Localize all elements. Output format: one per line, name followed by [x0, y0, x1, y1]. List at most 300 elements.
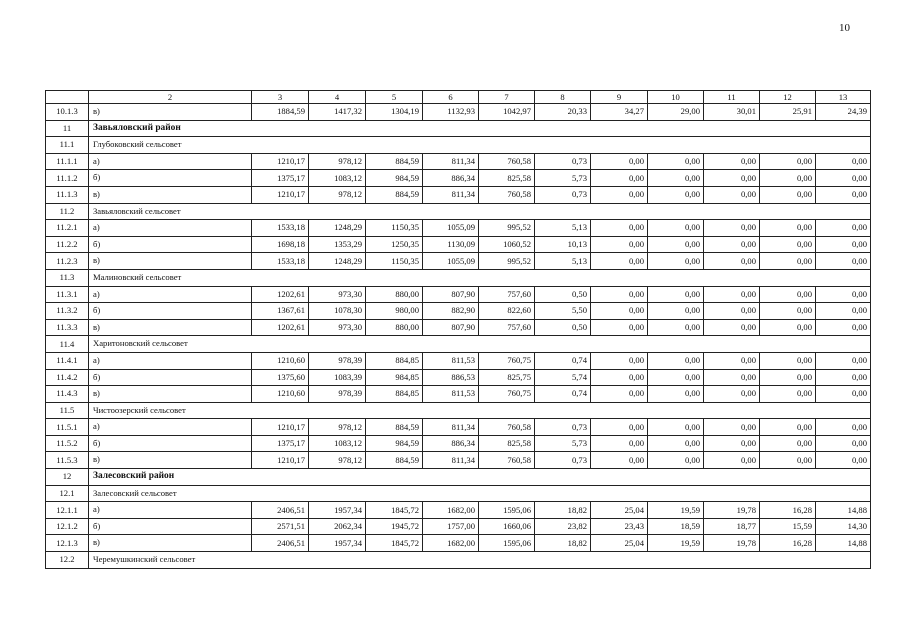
value-cell: 884,59	[366, 186, 423, 203]
header-cell: 3	[252, 91, 309, 104]
value-cell: 18,82	[535, 502, 591, 519]
value-cell: 1210,17	[252, 419, 309, 436]
district-title: Залесовский район	[89, 469, 871, 486]
value-cell: 978,12	[309, 153, 366, 170]
value-cell: 0,00	[816, 236, 871, 253]
row-code: 11.1.1	[46, 153, 89, 170]
value-cell: 1083,39	[309, 369, 366, 386]
value-cell: 0,00	[760, 419, 816, 436]
row-code: 11.2.1	[46, 220, 89, 237]
value-cell: 19,78	[704, 502, 760, 519]
table-row	[46, 303, 871, 320]
header-cell: 7	[479, 91, 535, 104]
table-row	[46, 220, 871, 237]
value-cell: 1248,29	[309, 220, 366, 237]
value-cell: 0,00	[591, 220, 648, 237]
row-label: в)	[89, 386, 252, 403]
value-cell: 0,00	[760, 386, 816, 403]
row-code: 11.5.2	[46, 435, 89, 452]
value-cell: 0,00	[816, 286, 871, 303]
value-cell: 1845,72	[366, 502, 423, 519]
value-cell: 0,74	[535, 352, 591, 369]
table-row	[46, 186, 871, 203]
value-cell: 0,00	[591, 186, 648, 203]
value-cell: 807,90	[423, 319, 479, 336]
district-row	[46, 469, 871, 486]
value-cell: 0,00	[591, 386, 648, 403]
value-cell: 1682,00	[423, 535, 479, 552]
value-cell: 0,00	[648, 186, 704, 203]
value-cell: 16,28	[760, 535, 816, 552]
value-cell: 980,00	[366, 303, 423, 320]
value-cell: 0,00	[648, 369, 704, 386]
value-cell: 1202,61	[252, 319, 309, 336]
value-cell: 5,50	[535, 303, 591, 320]
value-cell: 0,00	[648, 386, 704, 403]
header-cell: 5	[366, 91, 423, 104]
value-cell: 984,59	[366, 435, 423, 452]
value-cell: 0,50	[535, 319, 591, 336]
value-cell: 0,00	[816, 369, 871, 386]
value-cell: 0,00	[760, 253, 816, 270]
value-cell: 0,00	[648, 236, 704, 253]
page-number: 10	[839, 22, 850, 34]
value-cell: 20,33	[535, 104, 591, 121]
row-code: 11.4.3	[46, 386, 89, 403]
row-code: 11.2.2	[46, 236, 89, 253]
value-cell: 0,00	[648, 452, 704, 469]
row-code: 11.3.3	[46, 319, 89, 336]
header-cell: 4	[309, 91, 366, 104]
value-cell: 884,59	[366, 452, 423, 469]
value-cell: 0,73	[535, 186, 591, 203]
value-cell: 0,00	[760, 170, 816, 187]
value-cell: 0,00	[760, 220, 816, 237]
value-cell: 23,82	[535, 518, 591, 535]
row-code: 12.1.2	[46, 518, 89, 535]
row-code: 11.4.2	[46, 369, 89, 386]
value-cell: 0,00	[648, 319, 704, 336]
value-cell: 25,04	[591, 535, 648, 552]
value-cell: 1698,18	[252, 236, 309, 253]
row-code: 12.1	[46, 485, 89, 502]
value-cell: 0,00	[816, 153, 871, 170]
value-cell: 18,77	[704, 518, 760, 535]
value-cell: 1132,93	[423, 104, 479, 121]
value-cell: 14,88	[816, 535, 871, 552]
district-row	[46, 120, 871, 137]
value-cell: 760,58	[479, 452, 535, 469]
table-row	[46, 502, 871, 519]
value-cell: 825,58	[479, 435, 535, 452]
value-cell: 886,53	[423, 369, 479, 386]
value-cell: 0,00	[591, 352, 648, 369]
table-row	[46, 419, 871, 436]
row-code: 10.1.3	[46, 104, 89, 121]
value-cell: 984,59	[366, 170, 423, 187]
council-title: Черемушкинский сельсовет	[89, 552, 871, 569]
value-cell: 0,00	[648, 303, 704, 320]
value-cell: 978,12	[309, 186, 366, 203]
value-cell: 0,00	[648, 153, 704, 170]
value-cell: 0,00	[760, 352, 816, 369]
value-cell: 5,73	[535, 435, 591, 452]
header-cell: 6	[423, 91, 479, 104]
value-cell: 880,00	[366, 319, 423, 336]
value-cell: 1375,17	[252, 435, 309, 452]
value-cell: 1845,72	[366, 535, 423, 552]
value-cell: 811,53	[423, 386, 479, 403]
value-cell: 0,00	[648, 419, 704, 436]
value-cell: 19,78	[704, 535, 760, 552]
value-cell: 19,59	[648, 535, 704, 552]
row-code: 11.5.1	[46, 419, 89, 436]
value-cell: 0,00	[591, 319, 648, 336]
value-cell: 984,85	[366, 369, 423, 386]
value-cell: 1375,60	[252, 369, 309, 386]
value-cell: 2406,51	[252, 502, 309, 519]
row-code: 11.3	[46, 269, 89, 286]
value-cell: 18,59	[648, 518, 704, 535]
value-cell: 1078,30	[309, 303, 366, 320]
value-cell: 1375,17	[252, 170, 309, 187]
value-cell: 0,00	[816, 352, 871, 369]
value-cell: 1757,00	[423, 518, 479, 535]
row-label: в)	[89, 104, 252, 121]
value-cell: 0,00	[591, 419, 648, 436]
value-cell: 2406,51	[252, 535, 309, 552]
value-cell: 0,00	[816, 319, 871, 336]
table-header-row	[46, 91, 871, 104]
header-cell: 10	[648, 91, 704, 104]
value-cell: 995,52	[479, 253, 535, 270]
value-cell: 884,59	[366, 153, 423, 170]
council-row	[46, 269, 871, 286]
value-cell: 0,00	[816, 419, 871, 436]
value-cell: 995,52	[479, 220, 535, 237]
value-cell: 0,00	[704, 170, 760, 187]
value-cell: 1210,17	[252, 186, 309, 203]
row-label: б)	[89, 435, 252, 452]
table-row	[46, 236, 871, 253]
value-cell: 1060,52	[479, 236, 535, 253]
value-cell: 0,00	[704, 435, 760, 452]
tariff-table	[45, 90, 871, 569]
value-cell: 0,00	[591, 286, 648, 303]
value-cell: 0,00	[704, 319, 760, 336]
row-code: 11.1.3	[46, 186, 89, 203]
value-cell: 5,13	[535, 220, 591, 237]
value-cell: 0,00	[760, 435, 816, 452]
value-cell: 0,00	[816, 170, 871, 187]
row-code: 11	[46, 120, 89, 137]
table-row	[46, 535, 871, 552]
value-cell: 822,60	[479, 303, 535, 320]
table-row	[46, 286, 871, 303]
value-cell: 0,00	[704, 153, 760, 170]
table-row	[46, 435, 871, 452]
row-label: в)	[89, 452, 252, 469]
value-cell: 0,00	[591, 236, 648, 253]
row-label: б)	[89, 170, 252, 187]
value-cell: 1210,17	[252, 452, 309, 469]
row-label: б)	[89, 303, 252, 320]
value-cell: 1660,06	[479, 518, 535, 535]
value-cell: 1595,06	[479, 535, 535, 552]
row-label: б)	[89, 369, 252, 386]
value-cell: 825,75	[479, 369, 535, 386]
row-label: в)	[89, 535, 252, 552]
value-cell: 0,50	[535, 286, 591, 303]
council-row	[46, 402, 871, 419]
value-cell: 0,00	[760, 319, 816, 336]
value-cell: 14,30	[816, 518, 871, 535]
value-cell: 0,00	[648, 170, 704, 187]
value-cell: 760,75	[479, 386, 535, 403]
value-cell: 825,58	[479, 170, 535, 187]
value-cell: 0,73	[535, 153, 591, 170]
header-cell: 9	[591, 91, 648, 104]
value-cell: 25,04	[591, 502, 648, 519]
row-label: а)	[89, 286, 252, 303]
table-row	[46, 352, 871, 369]
row-code: 12	[46, 469, 89, 486]
council-row	[46, 203, 871, 220]
row-code: 11.3.2	[46, 303, 89, 320]
row-label: а)	[89, 419, 252, 436]
value-cell: 24,39	[816, 104, 871, 121]
value-cell: 0,00	[704, 419, 760, 436]
value-cell: 5,73	[535, 170, 591, 187]
value-cell: 1150,35	[366, 253, 423, 270]
value-cell: 0,00	[704, 186, 760, 203]
table-row	[46, 170, 871, 187]
value-cell: 886,34	[423, 170, 479, 187]
row-code: 11.1	[46, 137, 89, 154]
value-cell: 1210,60	[252, 352, 309, 369]
table-body	[46, 91, 871, 569]
row-code: 12.2	[46, 552, 89, 569]
value-cell: 0,73	[535, 419, 591, 436]
value-cell: 1248,29	[309, 253, 366, 270]
value-cell: 10,13	[535, 236, 591, 253]
table-row	[46, 452, 871, 469]
council-row	[46, 485, 871, 502]
value-cell: 978,39	[309, 386, 366, 403]
row-label: а)	[89, 153, 252, 170]
value-cell: 807,90	[423, 286, 479, 303]
value-cell: 0,00	[591, 253, 648, 270]
value-cell: 1957,34	[309, 502, 366, 519]
value-cell: 2571,51	[252, 518, 309, 535]
value-cell: 0,00	[760, 303, 816, 320]
value-cell: 1417,32	[309, 104, 366, 121]
value-cell: 30,01	[704, 104, 760, 121]
value-cell: 1957,34	[309, 535, 366, 552]
value-cell: 0,00	[704, 452, 760, 469]
value-cell: 1884,59	[252, 104, 309, 121]
value-cell: 757,60	[479, 286, 535, 303]
row-label: а)	[89, 220, 252, 237]
row-label: б)	[89, 236, 252, 253]
row-code: 11.5.3	[46, 452, 89, 469]
value-cell: 2062,34	[309, 518, 366, 535]
council-title: Харитоновский сельсовет	[89, 336, 871, 353]
value-cell: 0,00	[704, 369, 760, 386]
value-cell: 5,74	[535, 369, 591, 386]
header-cell: 8	[535, 91, 591, 104]
value-cell: 884,59	[366, 419, 423, 436]
row-label: а)	[89, 502, 252, 519]
value-cell: 757,60	[479, 319, 535, 336]
header-cell: 2	[89, 91, 252, 104]
value-cell: 5,13	[535, 253, 591, 270]
value-cell: 1533,18	[252, 220, 309, 237]
value-cell: 0,00	[648, 253, 704, 270]
value-cell: 16,28	[760, 502, 816, 519]
district-title: Завьяловский район	[89, 120, 871, 137]
value-cell: 18,82	[535, 535, 591, 552]
value-cell: 760,58	[479, 186, 535, 203]
council-title: Чистоозерский сельсовет	[89, 402, 871, 419]
value-cell: 1055,09	[423, 253, 479, 270]
value-cell: 760,58	[479, 419, 535, 436]
value-cell: 0,00	[816, 386, 871, 403]
value-cell: 978,12	[309, 419, 366, 436]
value-cell: 1367,61	[252, 303, 309, 320]
value-cell: 0,00	[591, 303, 648, 320]
value-cell: 0,00	[816, 220, 871, 237]
value-cell: 0,00	[760, 286, 816, 303]
value-cell: 1202,61	[252, 286, 309, 303]
value-cell: 0,00	[760, 236, 816, 253]
row-code: 11.4	[46, 336, 89, 353]
row-label: в)	[89, 253, 252, 270]
row-label: а)	[89, 352, 252, 369]
value-cell: 0,00	[704, 352, 760, 369]
value-cell: 1083,12	[309, 170, 366, 187]
row-label: б)	[89, 518, 252, 535]
row-code: 11.5	[46, 402, 89, 419]
table-row	[46, 253, 871, 270]
value-cell: 880,00	[366, 286, 423, 303]
value-cell: 1533,18	[252, 253, 309, 270]
value-cell: 14,88	[816, 502, 871, 519]
row-code: 12.1.3	[46, 535, 89, 552]
value-cell: 0,00	[704, 236, 760, 253]
value-cell: 978,39	[309, 352, 366, 369]
table-row	[46, 153, 871, 170]
value-cell: 760,58	[479, 153, 535, 170]
value-cell: 882,90	[423, 303, 479, 320]
row-label: в)	[89, 319, 252, 336]
value-cell: 811,53	[423, 352, 479, 369]
value-cell: 1130,09	[423, 236, 479, 253]
value-cell: 0,00	[704, 220, 760, 237]
value-cell: 973,30	[309, 319, 366, 336]
value-cell: 1682,00	[423, 502, 479, 519]
value-cell: 25,91	[760, 104, 816, 121]
value-cell: 973,30	[309, 286, 366, 303]
row-code: 11.3.1	[46, 286, 89, 303]
value-cell: 1042,97	[479, 104, 535, 121]
value-cell: 811,34	[423, 419, 479, 436]
council-title: Малиновский сельсовет	[89, 269, 871, 286]
value-cell: 1304,19	[366, 104, 423, 121]
header-cell-1	[46, 91, 89, 104]
value-cell: 0,00	[816, 435, 871, 452]
table-row	[46, 518, 871, 535]
row-code: 11.2	[46, 203, 89, 220]
value-cell: 0,00	[591, 369, 648, 386]
row-label: в)	[89, 186, 252, 203]
value-cell: 0,00	[760, 186, 816, 203]
value-cell: 0,00	[816, 452, 871, 469]
value-cell: 0,73	[535, 452, 591, 469]
value-cell: 0,74	[535, 386, 591, 403]
value-cell: 978,12	[309, 452, 366, 469]
value-cell: 886,34	[423, 435, 479, 452]
value-cell: 0,00	[591, 153, 648, 170]
row-code: 12.1.1	[46, 502, 89, 519]
table-row	[46, 319, 871, 336]
value-cell: 0,00	[704, 253, 760, 270]
value-cell: 0,00	[816, 303, 871, 320]
value-cell: 0,00	[760, 452, 816, 469]
row-code: 11.2.3	[46, 253, 89, 270]
value-cell: 0,00	[704, 303, 760, 320]
value-cell: 15,59	[760, 518, 816, 535]
value-cell: 1595,06	[479, 502, 535, 519]
value-cell: 29,00	[648, 104, 704, 121]
value-cell: 884,85	[366, 386, 423, 403]
table-row	[46, 369, 871, 386]
header-cell: 11	[704, 91, 760, 104]
value-cell: 0,00	[816, 186, 871, 203]
value-cell: 1055,09	[423, 220, 479, 237]
value-cell: 1945,72	[366, 518, 423, 535]
value-cell: 811,34	[423, 186, 479, 203]
value-cell: 0,00	[648, 286, 704, 303]
row-code: 11.1.2	[46, 170, 89, 187]
value-cell: 1353,29	[309, 236, 366, 253]
value-cell: 1083,12	[309, 435, 366, 452]
council-title: Глубоковский сельсовет	[89, 137, 871, 154]
value-cell: 34,27	[591, 104, 648, 121]
value-cell: 760,75	[479, 352, 535, 369]
value-cell: 1210,17	[252, 153, 309, 170]
value-cell: 1210,60	[252, 386, 309, 403]
value-cell: 1250,35	[366, 236, 423, 253]
header-cell: 13	[816, 91, 871, 104]
value-cell: 23,43	[591, 518, 648, 535]
value-cell: 0,00	[704, 286, 760, 303]
table-row	[46, 104, 871, 121]
value-cell: 0,00	[648, 352, 704, 369]
council-row	[46, 137, 871, 154]
header-cell: 12	[760, 91, 816, 104]
value-cell: 0,00	[760, 153, 816, 170]
value-cell: 0,00	[591, 435, 648, 452]
value-cell: 811,34	[423, 153, 479, 170]
value-cell: 0,00	[591, 452, 648, 469]
value-cell: 0,00	[816, 253, 871, 270]
council-row	[46, 552, 871, 569]
council-title: Завьяловский сельсовет	[89, 203, 871, 220]
council-title: Залесовский сельсовет	[89, 485, 871, 502]
value-cell: 0,00	[648, 435, 704, 452]
value-cell: 0,00	[760, 369, 816, 386]
